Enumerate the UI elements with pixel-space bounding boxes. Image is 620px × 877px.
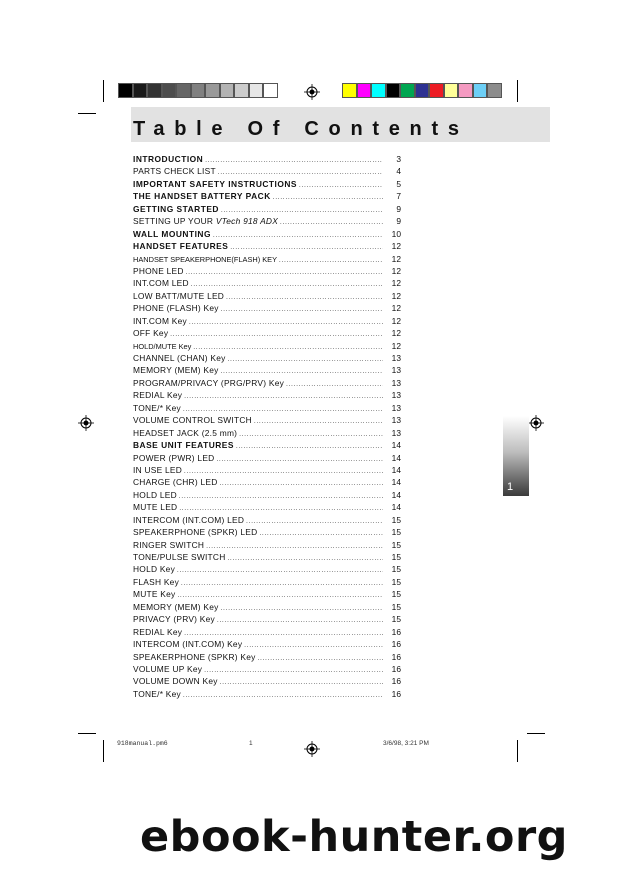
toc-entry-page: 12 [391,315,401,326]
toc-entry-page: 16 [391,688,401,699]
toc-entry[interactable] [133,601,401,613]
toc-leader-dots [184,389,383,401]
toc-entry-page: 13 [391,402,401,413]
crop-mark-bottom-left-h [78,733,96,734]
toc-entry-label: PHONE (FLASH) Key [133,303,219,314]
footer-filename: 918manual.pm6 [117,740,168,747]
toc-entry[interactable] [133,651,401,663]
crop-mark-top-right-v [517,80,518,102]
toc-leader-dots [183,402,383,414]
toc-entry-label: REDIAL Key [133,390,183,401]
toc-entry[interactable] [133,663,401,675]
toc-leader-dots [228,551,383,563]
toc-entry-page: 10 [391,228,401,239]
toc-entry-label: HANDSET FEATURES [133,241,229,252]
color-swatch [342,83,357,98]
toc-entry[interactable] [133,352,401,364]
color-swatch [487,83,502,98]
toc-entry[interactable] [133,613,401,625]
toc-entry-page: 16 [391,663,401,674]
toc-entry[interactable] [133,452,401,464]
toc-entry-label: MUTE LED [133,502,178,513]
toc-leader-dots [220,675,383,687]
toc-leader-dots [220,476,384,488]
toc-leader-dots [179,501,383,513]
toc-entry[interactable] [133,190,401,202]
toc-leader-dots [226,290,383,302]
toc-entry[interactable] [133,178,401,190]
toc-leader-dots [204,663,383,675]
toc-leader-dots [217,613,383,625]
toc-entry-page: 15 [391,576,401,587]
crop-mark-bottom-left-v [103,740,104,762]
toc-entry[interactable] [133,265,401,277]
toc-entry-label: OFF Key [133,328,169,339]
toc-entry-page: 16 [391,626,401,637]
toc-entry-label: HOLD Key [133,564,176,575]
toc-entry-label: IMPORTANT SAFETY INSTRUCTIONS [133,178,298,189]
registration-mark-left-icon [78,415,94,431]
toc-entry[interactable] [133,576,401,588]
toc-entry-page: 14 [391,452,401,463]
footer-date: 3/6/98, 3:21 PM [383,740,429,747]
color-swatch [444,83,459,98]
toc-entry-label: CHANNEL (CHAN) Key [133,353,226,363]
toc-entry-page: 15 [391,564,401,575]
color-swatch [220,83,235,98]
toc-leader-dots [273,190,383,202]
toc-entry[interactable] [133,526,401,538]
toc-leader-dots [216,452,383,464]
toc-leader-dots [218,165,383,177]
toc-entry-page: 14 [391,489,401,500]
toc-entry-label: POWER (PWR) LED [133,452,215,463]
toc-entry[interactable] [133,315,401,327]
toc-entry-page: 13 [391,377,401,388]
footer-page-number: 1 [249,740,253,747]
toc-entry-page: 15 [391,514,401,525]
process-color-bar [342,83,502,98]
toc-entry-label: TONE/* Key [133,402,181,413]
toc-entry-product-name: VTech 918 ADX [215,216,279,227]
toc-leader-dots [228,352,383,364]
toc-entry-label: REDIAL Key [133,626,183,637]
toc-entry[interactable] [133,302,401,314]
toc-leader-dots [178,588,384,600]
toc-entry[interactable] [133,364,401,376]
toc-entry-page: 12 [391,241,401,252]
toc-entry[interactable] [133,439,401,451]
toc-leader-dots [221,601,383,613]
crop-mark-top-left-v [103,80,104,102]
toc-entry-label: HANDSET SPEAKERPHONE(FLASH) KEY [133,254,278,264]
toc-entry-page: 4 [396,166,401,177]
toc-entry-page: 12 [391,340,401,351]
toc-entry[interactable] [133,228,401,240]
toc-entry[interactable] [133,277,401,289]
toc-leader-dots [259,526,383,538]
toc-entry-label: SPEAKERPHONE (SPKR) LED [133,527,258,538]
toc-entry-label: CHARGE (CHR) LED [133,477,218,488]
toc-entry-page: 12 [391,303,401,314]
toc-entry-page: 13 [391,353,401,363]
toc-entry[interactable] [133,501,401,513]
toc-entry-label: TONE/* Key [133,688,181,699]
toc-leader-dots [236,439,383,451]
toc-entry[interactable] [133,588,401,600]
toc-entry[interactable] [133,165,401,177]
registration-mark-bottom-icon [304,741,320,757]
toc-entry-label: SPEAKERPHONE (SPKR) Key [133,651,256,662]
toc-leader-dots [258,651,383,663]
toc-entry-label: SETTING UP YOUR VTech 918 ADX [133,216,279,227]
toc-entry-page: 7 [396,191,401,202]
color-swatch [429,83,444,98]
crop-mark-bottom-right-h [527,733,545,734]
toc-leader-dots [179,489,383,501]
toc-entry-page: 9 [396,216,401,227]
toc-leader-dots [246,514,383,526]
toc-entry-page: 3 [396,154,401,164]
toc-entry-label: INTRODUCTION [133,154,204,164]
page-title: Table Of Contents [133,118,469,140]
toc-entry-page: 15 [391,614,401,625]
color-swatch [147,83,162,98]
toc-entry[interactable] [133,340,401,352]
color-swatch [162,83,177,98]
toc-entry-page: 5 [396,178,401,189]
toc-leader-dots [299,178,383,190]
toc-entry[interactable] [133,563,401,575]
toc-entry-page: 14 [391,464,401,475]
color-swatch [400,83,415,98]
table-of-contents [133,153,401,700]
toc-entry-page: 13 [391,365,401,376]
toc-entry-label: PHONE LED [133,265,184,276]
toc-entry-label: HOLD LED [133,489,177,500]
toc-entry[interactable] [133,253,401,265]
toc-entry-label: FLASH Key [133,576,180,587]
toc-leader-dots [183,688,383,700]
toc-entry[interactable] [133,626,401,638]
registration-mark-right-icon [528,415,544,431]
toc-entry[interactable] [133,489,401,501]
toc-entry-page: 14 [391,477,401,488]
toc-entry-page: 13 [391,427,401,438]
toc-leader-dots [279,253,383,265]
toc-leader-dots [244,638,383,650]
toc-entry[interactable] [133,215,401,227]
chapter-tab-number: 1 [507,481,514,493]
toc-leader-dots [177,563,383,575]
toc-entry-page: 15 [391,552,401,562]
toc-entry-label: VOLUME CONTROL SWITCH [133,415,252,426]
toc-entry-page: 14 [391,502,401,513]
toc-leader-dots [230,240,383,252]
toc-entry-label: TONE/PULSE SWITCH [133,552,226,562]
toc-entry-page: 13 [391,390,401,401]
toc-entry[interactable] [133,464,401,476]
toc-leader-dots [221,302,383,314]
registration-mark-top-icon [304,84,320,100]
toc-entry-label: RINGER SWITCH [133,539,205,550]
crop-mark-bottom-right-v [517,740,518,762]
toc-leader-dots [213,228,383,240]
toc-entry-label: VOLUME UP Key [133,663,203,674]
toc-leader-dots [189,315,383,327]
toc-leader-dots [181,576,383,588]
watermark-text: ebook-hunter.org [140,812,568,862]
toc-entry[interactable] [133,688,401,700]
toc-entry-page: 15 [391,601,401,612]
toc-entry[interactable] [133,427,401,439]
toc-leader-dots [286,377,383,389]
toc-leader-dots [170,327,383,339]
toc-entry-label: INTERCOM (INT.COM) Key [133,639,243,650]
toc-entry-label: VOLUME DOWN Key [133,676,218,687]
toc-entry[interactable] [133,414,401,426]
toc-entry[interactable] [133,153,401,165]
color-swatch [386,83,401,98]
color-swatch [205,83,220,98]
toc-entry-label: LOW BATT/MUTE LED [133,290,225,301]
crop-mark-top-left-h [78,113,96,114]
grayscale-color-bar [118,83,278,98]
toc-entry-page: 12 [391,328,401,339]
toc-leader-dots [254,414,383,426]
toc-leader-dots [184,626,383,638]
toc-entry-page: 16 [391,651,401,662]
toc-entry-label: WALL MOUNTING [133,228,211,239]
toc-entry-page: 13 [391,415,401,426]
toc-entry-page: 12 [391,290,401,301]
color-swatch [234,83,249,98]
toc-entry-label: GETTING STARTED [133,203,219,214]
color-swatch [415,83,430,98]
toc-entry-label: PRIVACY (PRV) Key [133,614,215,625]
toc-entry-page: 12 [391,253,401,264]
toc-leader-dots [239,427,383,439]
toc-entry-label: INT.COM Key [133,315,187,326]
toc-leader-dots [205,153,383,165]
toc-leader-dots [191,277,383,289]
toc-entry-page: 15 [391,589,401,600]
toc-entry[interactable] [133,389,401,401]
color-swatch [371,83,386,98]
toc-entry-label: MEMORY (MEM) Key [133,365,219,376]
toc-entry[interactable] [133,539,401,551]
color-swatch [176,83,191,98]
toc-entry[interactable] [133,240,401,252]
toc-entry[interactable] [133,203,401,215]
toc-entry-label: INTERCOM (INT.COM) LED [133,514,245,525]
toc-entry-label: MUTE Key [133,589,176,600]
toc-entry-label: HOLD/MUTE Key [133,341,192,351]
toc-entry[interactable] [133,290,401,302]
toc-entry-label: INT.COM LED [133,278,189,289]
toc-entry-page: 15 [391,539,401,550]
toc-entry-label: PROGRAM/PRIVACY (PRG/PRV) Key [133,377,285,388]
toc-leader-dots [206,539,383,551]
toc-entry-page: 12 [391,278,401,289]
toc-entry-page: 14 [391,440,401,451]
color-swatch [133,83,148,98]
toc-entry[interactable] [133,476,401,488]
toc-entry-label: BASE UNIT FEATURES [133,440,234,451]
toc-entry-label: THE HANDSET BATTERY PACK [133,191,271,202]
toc-entry-label: IN USE LED [133,464,183,475]
toc-leader-dots [280,215,383,227]
color-swatch [249,83,264,98]
toc-entry[interactable] [133,377,401,389]
toc-entry-label: MEMORY (MEM) Key [133,601,219,612]
color-swatch [473,83,488,98]
toc-entry-page: 15 [391,527,401,538]
toc-entry[interactable] [133,638,401,650]
toc-entry[interactable] [133,675,401,687]
toc-entry-page: 9 [396,203,401,214]
toc-entry[interactable] [133,514,401,526]
color-swatch [357,83,372,98]
toc-entry[interactable] [133,551,401,563]
toc-leader-dots [221,364,383,376]
toc-entry-page: 16 [391,676,401,687]
toc-leader-dots [184,464,383,476]
color-swatch [458,83,473,98]
color-swatch [191,83,206,98]
toc-entry-page: 16 [391,639,401,650]
color-swatch [263,83,278,98]
toc-entry-label: PARTS CHECK LIST [133,166,216,177]
color-swatch [118,83,133,98]
toc-entry[interactable] [133,402,401,414]
toc-leader-dots [221,203,383,215]
toc-entry[interactable] [133,327,401,339]
toc-leader-dots [193,340,383,352]
toc-entry-page: 12 [391,265,401,276]
toc-leader-dots [186,265,383,277]
toc-entry-label: HEADSET JACK (2.5 mm) [133,427,238,438]
